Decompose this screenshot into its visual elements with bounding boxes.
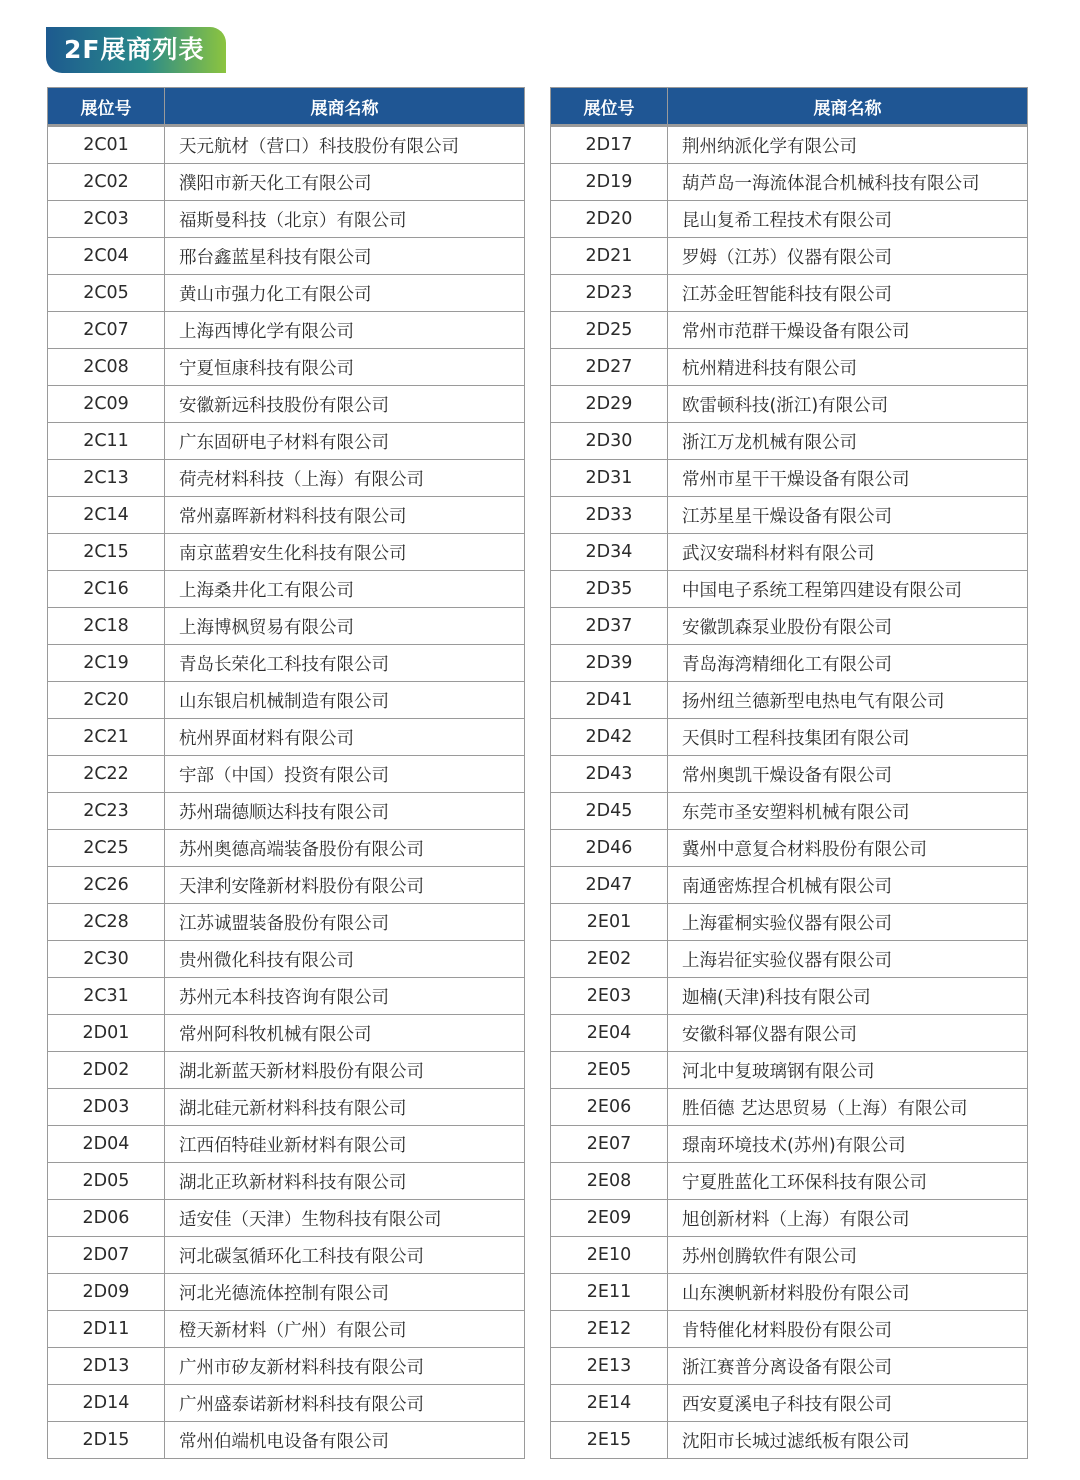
exhibitor-name: 扬州纽兰德新型电热电气有限公司 — [668, 682, 1028, 719]
table-row — [551, 423, 1028, 460]
exhibitor-name: 湖北新蓝天新材料股份有限公司 — [165, 1052, 525, 1089]
exhibitor-name: 山东澳帆新材料股份有限公司 — [668, 1274, 1028, 1311]
table-header-row — [48, 88, 525, 126]
booth-number: 2C11 — [48, 423, 165, 460]
table-row — [48, 386, 525, 423]
exhibitor-name: 葫芦岛一海流体混合机械科技有限公司 — [668, 164, 1028, 201]
table-row — [48, 904, 525, 941]
table-header-row — [551, 88, 1028, 126]
booth-number: 2C16 — [48, 571, 165, 608]
table-row — [48, 312, 525, 349]
table-row — [48, 719, 525, 756]
exhibitor-name: 河北碳氢循环化工科技有限公司 — [165, 1237, 525, 1274]
table-row — [48, 1126, 525, 1163]
exhibitor-name: 浙江万龙机械有限公司 — [668, 423, 1028, 460]
table-row — [551, 1274, 1028, 1311]
table-row — [551, 386, 1028, 423]
exhibitor-name: 安徽新远科技股份有限公司 — [165, 386, 525, 423]
booth-number: 2D35 — [551, 571, 668, 608]
booth-number: 2C21 — [48, 719, 165, 756]
exhibitor-name: 东莞市圣安塑料机械有限公司 — [668, 793, 1028, 830]
table-row — [551, 867, 1028, 904]
exhibitor-name: 常州奥凯干燥设备有限公司 — [668, 756, 1028, 793]
booth-number: 2E01 — [551, 904, 668, 941]
booth-number: 2C08 — [48, 349, 165, 386]
exhibitor-name: 昆山复希工程技术有限公司 — [668, 201, 1028, 238]
table-row — [48, 793, 525, 830]
exhibitor-name: 广州盛泰诺新材料科技有限公司 — [165, 1385, 525, 1422]
booth-number: 2C26 — [48, 867, 165, 904]
table-row — [48, 756, 525, 793]
exhibitor-name: 广州市矽友新材料科技有限公司 — [165, 1348, 525, 1385]
table-row — [48, 941, 525, 978]
table-row — [48, 682, 525, 719]
exhibitor-name: 荆州纳派化学有限公司 — [668, 126, 1028, 164]
table-row — [48, 1163, 525, 1200]
exhibitor-name: 橙天新材料（广州）有限公司 — [165, 1311, 525, 1348]
exhibitor-name: 常州嘉晖新材料科技有限公司 — [165, 497, 525, 534]
table-row — [48, 275, 525, 312]
booth-number: 2C04 — [48, 238, 165, 275]
table-row — [551, 1015, 1028, 1052]
table-row — [48, 978, 525, 1015]
table-row — [551, 1163, 1028, 1200]
booth-number: 2D29 — [551, 386, 668, 423]
table-row — [48, 534, 525, 571]
booth-number: 2C25 — [48, 830, 165, 867]
booth-number: 2C28 — [48, 904, 165, 941]
exhibitor-name: 天俱时工程科技集团有限公司 — [668, 719, 1028, 756]
exhibitor-name: 河北光德流体控制有限公司 — [165, 1274, 525, 1311]
exhibitor-name: 贵州微化科技有限公司 — [165, 941, 525, 978]
table-row — [551, 238, 1028, 275]
column-header-booth: 展位号 — [48, 88, 165, 126]
exhibitor-name: 宁夏胜蓝化工环保科技有限公司 — [668, 1163, 1028, 1200]
exhibitor-name: 欧雷顿科技(浙江)有限公司 — [668, 386, 1028, 423]
booth-number: 2E05 — [551, 1052, 668, 1089]
table-row — [48, 645, 525, 682]
table-row — [551, 645, 1028, 682]
booth-number: 2C18 — [48, 608, 165, 645]
table-row — [551, 201, 1028, 238]
exhibitor-name: 黄山市强力化工有限公司 — [165, 275, 525, 312]
exhibitor-name: 宇部（中国）投资有限公司 — [165, 756, 525, 793]
exhibitor-name: 沈阳市长城过滤纸板有限公司 — [668, 1422, 1028, 1459]
exhibitor-name: 常州阿科牧机械有限公司 — [165, 1015, 525, 1052]
booth-number: 2E04 — [551, 1015, 668, 1052]
exhibitor-name: 南通密炼捏合机械有限公司 — [668, 867, 1028, 904]
exhibitor-name: 常州伯端机电设备有限公司 — [165, 1422, 525, 1459]
booth-number: 2D21 — [551, 238, 668, 275]
table-row — [48, 1274, 525, 1311]
exhibitor-name: 河北中复玻璃钢有限公司 — [668, 1052, 1028, 1089]
booth-number: 2D05 — [48, 1163, 165, 1200]
booth-number: 2E14 — [551, 1385, 668, 1422]
booth-number: 2D04 — [48, 1126, 165, 1163]
booth-number: 2D41 — [551, 682, 668, 719]
page-title: 2F展商列表 — [46, 27, 226, 73]
table-row — [551, 904, 1028, 941]
booth-number: 2E15 — [551, 1422, 668, 1459]
booth-number: 2D13 — [48, 1348, 165, 1385]
exhibitor-name: 璟南环境技术(苏州)有限公司 — [668, 1126, 1028, 1163]
booth-number: 2D03 — [48, 1089, 165, 1126]
booth-number: 2D23 — [551, 275, 668, 312]
booth-number: 2C07 — [48, 312, 165, 349]
table-row — [48, 608, 525, 645]
booth-number: 2C23 — [48, 793, 165, 830]
booth-number: 2C13 — [48, 460, 165, 497]
exhibitor-name: 荷壳材料科技（上海）有限公司 — [165, 460, 525, 497]
table-row — [48, 1311, 525, 1348]
table-row — [551, 1200, 1028, 1237]
booth-number: 2E10 — [551, 1237, 668, 1274]
booth-number: 2D27 — [551, 349, 668, 386]
booth-number: 2D37 — [551, 608, 668, 645]
booth-number: 2D34 — [551, 534, 668, 571]
exhibitor-name: 山东银启机械制造有限公司 — [165, 682, 525, 719]
table-row — [48, 460, 525, 497]
booth-number: 2E07 — [551, 1126, 668, 1163]
booth-number: 2D11 — [48, 1311, 165, 1348]
booth-number: 2D25 — [551, 312, 668, 349]
exhibitor-name: 迦楠(天津)科技有限公司 — [668, 978, 1028, 1015]
table-row — [48, 164, 525, 201]
table-row — [48, 423, 525, 460]
exhibitor-name: 罗姆（江苏）仪器有限公司 — [668, 238, 1028, 275]
table-row — [48, 1052, 525, 1089]
exhibitor-name: 邢台鑫蓝星科技有限公司 — [165, 238, 525, 275]
table-row — [48, 1422, 525, 1459]
exhibitor-table-left — [47, 87, 525, 1459]
exhibitor-name: 杭州界面材料有限公司 — [165, 719, 525, 756]
booth-number: 2E02 — [551, 941, 668, 978]
table-row — [551, 1237, 1028, 1274]
table-row — [551, 571, 1028, 608]
table-row — [48, 1089, 525, 1126]
exhibitor-name: 上海霍桐实验仪器有限公司 — [668, 904, 1028, 941]
table-row — [48, 1348, 525, 1385]
table-row — [48, 1015, 525, 1052]
booth-number: 2C20 — [48, 682, 165, 719]
table-row — [551, 349, 1028, 386]
table-row — [551, 1385, 1028, 1422]
exhibitor-name: 安徽科幂仪器有限公司 — [668, 1015, 1028, 1052]
table-row — [551, 1126, 1028, 1163]
exhibitor-name: 青岛海湾精细化工有限公司 — [668, 645, 1028, 682]
exhibitor-table-right — [550, 87, 1028, 1459]
booth-number: 2D19 — [551, 164, 668, 201]
column-header-name: 展商名称 — [668, 88, 1028, 126]
column-header-booth: 展位号 — [551, 88, 668, 126]
table-row — [551, 793, 1028, 830]
table-row — [551, 497, 1028, 534]
table-row — [551, 1052, 1028, 1089]
exhibitor-name: 宁夏恒康科技有限公司 — [165, 349, 525, 386]
table-row — [551, 682, 1028, 719]
booth-number: 2C01 — [48, 126, 165, 164]
table-row — [551, 1422, 1028, 1459]
booth-number: 2E03 — [551, 978, 668, 1015]
exhibitor-name: 福斯曼科技（北京）有限公司 — [165, 201, 525, 238]
booth-number: 2C19 — [48, 645, 165, 682]
booth-number: 2D17 — [551, 126, 668, 164]
exhibitor-name: 江西佰特硅业新材料有限公司 — [165, 1126, 525, 1163]
exhibitor-name: 苏州元本科技咨询有限公司 — [165, 978, 525, 1015]
table-row — [48, 201, 525, 238]
booth-number: 2D06 — [48, 1200, 165, 1237]
exhibitor-name: 西安夏溪电子科技有限公司 — [668, 1385, 1028, 1422]
booth-number: 2D02 — [48, 1052, 165, 1089]
table-row — [551, 312, 1028, 349]
table-row — [551, 164, 1028, 201]
exhibitor-name: 苏州奥德高端装备股份有限公司 — [165, 830, 525, 867]
booth-number: 2E13 — [551, 1348, 668, 1385]
table-row — [551, 608, 1028, 645]
table-row — [551, 460, 1028, 497]
booth-number: 2D42 — [551, 719, 668, 756]
exhibitor-name: 常州市星干干燥设备有限公司 — [668, 460, 1028, 497]
exhibitor-name: 广东固研电子材料有限公司 — [165, 423, 525, 460]
booth-number: 2D47 — [551, 867, 668, 904]
exhibitor-name: 旭创新材料（上海）有限公司 — [668, 1200, 1028, 1237]
table-row — [551, 830, 1028, 867]
booth-number: 2E09 — [551, 1200, 668, 1237]
table-row — [48, 1200, 525, 1237]
exhibitor-name: 浙江赛普分离设备有限公司 — [668, 1348, 1028, 1385]
exhibitor-name: 湖北正玖新材料科技有限公司 — [165, 1163, 525, 1200]
table-row — [48, 867, 525, 904]
exhibitor-name: 南京蓝碧安生化科技有限公司 — [165, 534, 525, 571]
booth-number: 2C05 — [48, 275, 165, 312]
booth-number: 2D14 — [48, 1385, 165, 1422]
table-row — [48, 126, 525, 164]
exhibitor-name: 武汉安瑞科材料有限公司 — [668, 534, 1028, 571]
booth-number: 2D15 — [48, 1422, 165, 1459]
exhibitor-name: 上海岩征实验仪器有限公司 — [668, 941, 1028, 978]
table-row — [551, 978, 1028, 1015]
exhibitor-name: 肯特催化材料股份有限公司 — [668, 1311, 1028, 1348]
table-row — [551, 1348, 1028, 1385]
booth-number: 2E08 — [551, 1163, 668, 1200]
exhibitor-name: 上海西博化学有限公司 — [165, 312, 525, 349]
table-row — [48, 497, 525, 534]
exhibitor-name: 安徽凯森泵业股份有限公司 — [668, 608, 1028, 645]
booth-number: 2D45 — [551, 793, 668, 830]
booth-number: 2D07 — [48, 1237, 165, 1274]
booth-number: 2C14 — [48, 497, 165, 534]
booth-number: 2E12 — [551, 1311, 668, 1348]
booth-number: 2D31 — [551, 460, 668, 497]
table-row — [551, 126, 1028, 164]
booth-number: 2D43 — [551, 756, 668, 793]
exhibitor-name: 江苏金旺智能科技有限公司 — [668, 275, 1028, 312]
table-row — [551, 1311, 1028, 1348]
table-row — [48, 1385, 525, 1422]
table-row — [551, 719, 1028, 756]
exhibitor-name: 胜佰德 艺达思贸易（上海）有限公司 — [668, 1089, 1028, 1126]
booth-number: 2E06 — [551, 1089, 668, 1126]
booth-number: 2C15 — [48, 534, 165, 571]
exhibitor-name: 天津利安隆新材料股份有限公司 — [165, 867, 525, 904]
booth-number: 2D01 — [48, 1015, 165, 1052]
booth-number: 2D46 — [551, 830, 668, 867]
booth-number: 2C31 — [48, 978, 165, 1015]
exhibitor-name: 濮阳市新天化工有限公司 — [165, 164, 525, 201]
exhibitor-name: 上海桑井化工有限公司 — [165, 571, 525, 608]
booth-number: 2E11 — [551, 1274, 668, 1311]
booth-number: 2C09 — [48, 386, 165, 423]
column-header-name: 展商名称 — [165, 88, 525, 126]
table-row — [551, 756, 1028, 793]
booth-number: 2D20 — [551, 201, 668, 238]
exhibitor-name: 苏州创腾软件有限公司 — [668, 1237, 1028, 1274]
exhibitor-name: 天元航材（营口）科技股份有限公司 — [165, 126, 525, 164]
exhibitor-name: 中国电子系统工程第四建设有限公司 — [668, 571, 1028, 608]
table-row — [551, 275, 1028, 312]
exhibitor-name: 江苏星星干燥设备有限公司 — [668, 497, 1028, 534]
booth-number: 2C30 — [48, 941, 165, 978]
exhibitor-name: 苏州瑞德顺达科技有限公司 — [165, 793, 525, 830]
booth-number: 2C02 — [48, 164, 165, 201]
table-row — [48, 238, 525, 275]
booth-number: 2D39 — [551, 645, 668, 682]
exhibitor-name: 冀州中意复合材料股份有限公司 — [668, 830, 1028, 867]
exhibitor-name: 江苏诚盟装备股份有限公司 — [165, 904, 525, 941]
booth-number: 2D30 — [551, 423, 668, 460]
table-row — [48, 349, 525, 386]
exhibitor-name: 常州市范群干燥设备有限公司 — [668, 312, 1028, 349]
table-row — [551, 1089, 1028, 1126]
exhibitor-name: 上海博枫贸易有限公司 — [165, 608, 525, 645]
table-row — [551, 534, 1028, 571]
table-row — [48, 1237, 525, 1274]
booth-number: 2D09 — [48, 1274, 165, 1311]
exhibitor-name: 杭州精进科技有限公司 — [668, 349, 1028, 386]
booth-number: 2D33 — [551, 497, 668, 534]
table-row — [551, 941, 1028, 978]
exhibitor-name: 适安佳（天津）生物科技有限公司 — [165, 1200, 525, 1237]
table-row — [48, 830, 525, 867]
exhibitor-name: 湖北硅元新材料科技有限公司 — [165, 1089, 525, 1126]
table-row — [48, 571, 525, 608]
exhibitor-name: 青岛长荣化工科技有限公司 — [165, 645, 525, 682]
booth-number: 2C22 — [48, 756, 165, 793]
booth-number: 2C03 — [48, 201, 165, 238]
